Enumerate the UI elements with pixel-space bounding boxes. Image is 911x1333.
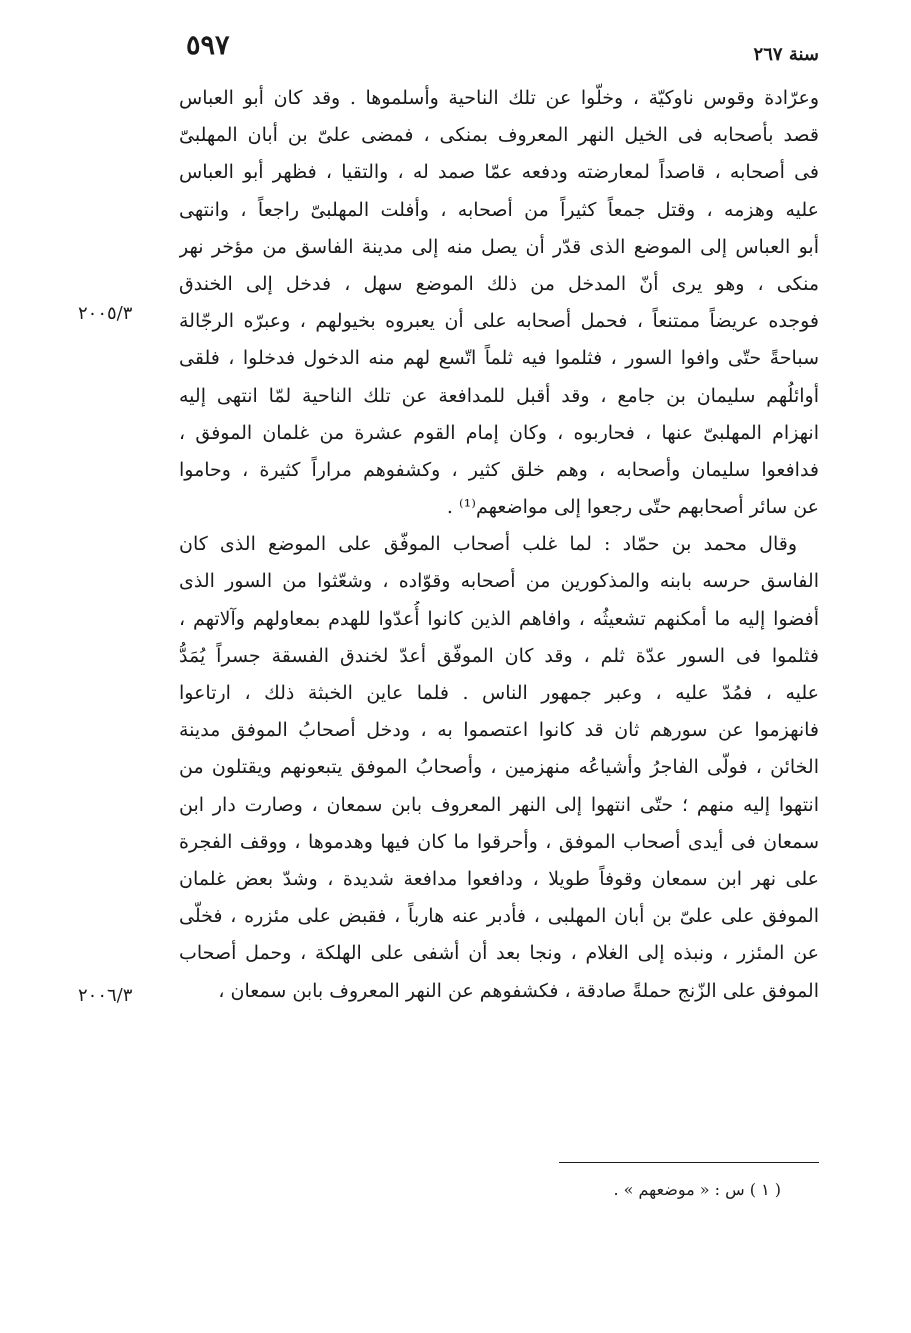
text-line: سمعان فى أيدى أصحاب الموفق ، وأحرقوا ما كان فيها وهدموها ، ووقف الفجرة <box>179 830 819 853</box>
running-head: سنة ٢٦٧ <box>753 44 819 65</box>
text-line: وعرّادة وقوس ناوكيّة ، وخلّوا عن تلك الناحية وأسلموها . وقد كان أبو العباس <box>179 87 819 109</box>
text-line: الفاسق حرسه بابنه والمذكورين من أصحابه وقوّاده ، وشعّثوا من السور الذى <box>179 570 819 593</box>
text-line: فدافعوا سليمان وأصحابه ، وهم خلق كثير ، وكشفوهم مراراً كثيرة ، وحاموا <box>179 458 819 481</box>
text-line: فثلموا فى السور عدّة ثلم ، وقد كان الموفّق أعدّ لخندق الفسقة جسراً يُمَدُّ <box>179 644 819 667</box>
text-line: على نهر ابن سمعان وقوفاً طويلا ، ودافعوا مدافعة شديدة ، وشدّ بعض غلمان <box>179 867 819 890</box>
text-line: الموفق على الزّنج حملةً صادقة ، فكشفوهم عن النهر المعروف بابن سمعان ، <box>218 979 819 1002</box>
page-number: ٥٩٧ <box>186 30 230 61</box>
body-text <box>179 80 819 1010</box>
margin-reference: ٢٠٠٥/٣ <box>78 303 133 324</box>
footnote: ( ١ ) س : « موضعهم » . <box>613 1180 781 1199</box>
text-line: فى أصحابه ، قاصداً لمعارضته ودفعه عمّا صمد له ، والتقيا ، فظهر أبو العباس <box>179 161 819 184</box>
text-line: فوجده عريضاً ممتنعاً ، فحمل أصحابه على أن يعبروه بخيولهم ، وعبرّه الرجّالة <box>179 310 819 333</box>
margin-reference: ٢٠٠٦/٣ <box>78 985 133 1006</box>
text-line: منكى ، وهو يرى أنّ المدخل من ذلك الموضع سهل ، فدخل إلى الخندق <box>179 272 819 295</box>
text-line: الموفق على علىّ بن أبان المهلبى ، فأدبر عنه هارباً ، فقبض على مئزره ، فخلّى <box>179 905 819 928</box>
footnote-divider <box>559 1162 819 1163</box>
text-line: عن المئزر ، ونبذه إلى الغلام ، ونجا بعد أن أشفى على الهلكة ، وحمل أصحاب <box>179 942 819 965</box>
text-line: فانهزموا عن سورهم ثان قد كانوا اعتصموا به ، ودخل أصحابُ الموفق مدينة <box>179 719 819 742</box>
text-line: قصد بأصحابه فى الخيل النهر المعروف بمنكى ، فمضى علىّ بن أبان المهلبىّ <box>179 124 819 147</box>
text-line: عليه وهزمه ، وقتل جمعاً كثيراً من أصحابه ، وأفلت المهلبىّ راجعاً ، وانتهى <box>179 198 819 221</box>
text-line: عن سائر أصحابهم حتّى رجعوا إلى مواضعهم⁽¹⁾ . <box>446 496 819 519</box>
text-line: انهزام المهلبىّ عنها ، فحاربوه ، وكان إمام القوم عشرة من غلمان الموفق ، <box>179 421 819 444</box>
text-line: أوائلُهم سليمان بن جامع ، وقد أقبل للمدافعة عن تلك الناحية لمّا انتهى إليه <box>179 384 819 407</box>
text-line: وقال محمد بن حمّاد : لما غلب أصحاب الموفّق على الموضع الذى كان <box>179 533 797 556</box>
text-line: أفضوا إليه ما أمكنهم تشعيثُه ، وافاهم الذين كانوا أُعدّوا للهدم بمعاولهم وآلاتهم ، <box>179 607 819 630</box>
text-line: سباحةً حتّى وافوا السور ، فثلموا فيه ثلماً اتّسع لهم منه الدخول فدخلوا ، فلقى <box>179 347 819 370</box>
text-line: انتهوا إليه منهم ؛ حتّى انتهوا إلى النهر المعروف بابن سمعان ، وصارت دار ابن <box>179 793 819 816</box>
text-line: عليه ، فمُدّ عليه ، وعبر جمهور الناس . فلما عاين الخبثة ذلك ، ارتاعوا <box>179 682 819 704</box>
text-line: الخائن ، فولّى الفاجرُ وأشياعُه منهزمين ، وأصحابُ الموفق يتبعونهم ويقتلون من <box>179 756 819 779</box>
text-line: أبو العباس إلى الموضع الذى قدّر أن يصل منه إلى مدينة الفاسق من مؤخر نهر <box>179 235 819 258</box>
